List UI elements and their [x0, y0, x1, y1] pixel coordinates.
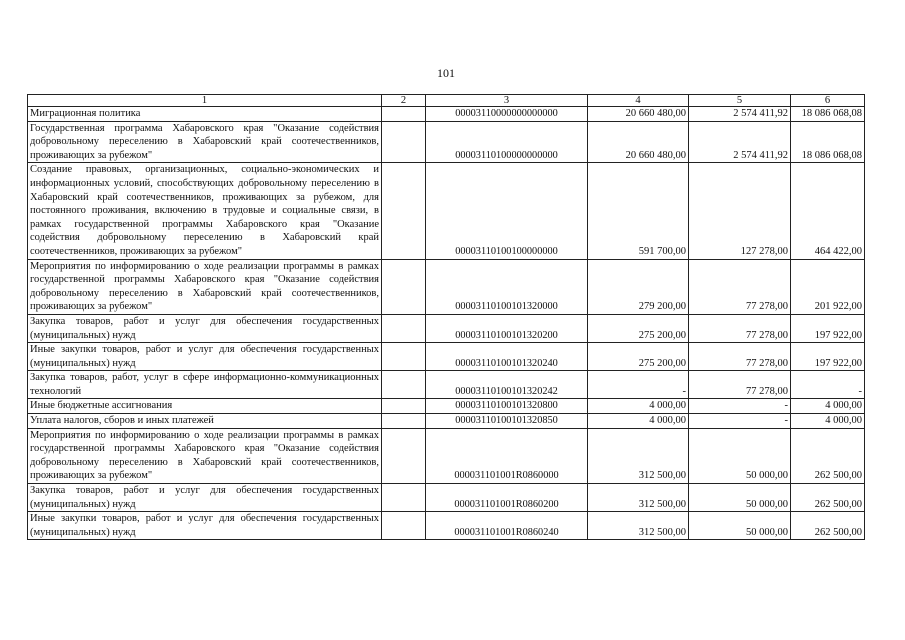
row-value-col6: 197 922,00: [791, 343, 865, 371]
row-value-col6: 197 922,00: [791, 314, 865, 342]
row-col2: [382, 371, 426, 399]
row-value-col4: 20 660 480,00: [588, 121, 689, 163]
table-row: [28, 371, 865, 399]
row-name: Миграционная политика: [28, 107, 382, 122]
row-value-col6: 464 422,00: [791, 163, 865, 259]
table-row: [28, 121, 865, 163]
row-value-col5: 77 278,00: [689, 343, 791, 371]
row-name: Уплата налогов, сборов и иных платежей: [28, 414, 382, 429]
table-row: [28, 414, 865, 429]
row-value-col4: 312 500,00: [588, 428, 689, 483]
row-value-col6: 262 500,00: [791, 484, 865, 512]
table-row: [28, 428, 865, 483]
row-value-col5: 2 574 411,92: [689, 107, 791, 122]
row-name: Создание правовых, организационных, социально-экономических и информационных условий, способствующих добровольному переселению в Хабаровский край соотечественников, проживающих за рубежом, для постоянного проживания, включению в трудовые и социальные связи, в рамках государственной программы Хабаровского края "Оказание содействия добровольному переселению в Хабаровский край соотечественников, проживающих за рубежом": [28, 163, 382, 259]
row-col2: [382, 259, 426, 314]
row-value-col6: 18 086 068,08: [791, 107, 865, 122]
page-number: 101: [437, 66, 455, 80]
row-name: Иные закупки товаров, работ и услуг для обеспечения государственных (муниципальных) нужд: [28, 343, 382, 371]
row-code: 00003110100101320200: [426, 314, 588, 342]
row-col2: [382, 314, 426, 342]
row-value-col4: 275 200,00: [588, 314, 689, 342]
row-name: Мероприятия по информированию о ходе реализации программы в рамках государственной программы Хабаровского края "Оказание содействия добровольному переселению в Хабаровский край соотечественников, проживающих за рубежом": [28, 259, 382, 314]
row-code: 00003110100101320850: [426, 414, 588, 429]
row-name: Мероприятия по информированию о ходе реализации программы в рамках государственной программы Хабаровского края "Оказание содействия добровольному переселению в Хабаровский край соотечественников, проживающих за рубежом": [28, 428, 382, 483]
table-row: [28, 107, 865, 122]
row-code: 00003110100101320242: [426, 371, 588, 399]
row-value-col6: 4 000,00: [791, 414, 865, 429]
row-value-col4: 312 500,00: [588, 512, 689, 540]
row-value-col5: 77 278,00: [689, 259, 791, 314]
header-col-4: 4: [588, 95, 689, 107]
row-code: 000031101001R0860240: [426, 512, 588, 540]
row-value-col5: 77 278,00: [689, 371, 791, 399]
row-value-col6: 262 500,00: [791, 428, 865, 483]
header-col-3: 3: [426, 95, 588, 107]
row-name: Закупка товаров, работ и услуг для обеспечения государственных (муниципальных) нужд: [28, 314, 382, 342]
row-col2: [382, 512, 426, 540]
row-col2: [382, 163, 426, 259]
table-row: [28, 399, 865, 414]
header-col-1: 1: [28, 95, 382, 107]
row-value-col4: 275 200,00: [588, 343, 689, 371]
table-row: [28, 259, 865, 314]
row-value-col5: 77 278,00: [689, 314, 791, 342]
row-col2: [382, 399, 426, 414]
row-code: 00003110000000000000: [426, 107, 588, 122]
row-value-col6: 262 500,00: [791, 512, 865, 540]
header-row: [28, 95, 865, 107]
table-row: [28, 314, 865, 342]
row-value-col4: -: [588, 371, 689, 399]
row-col2: [382, 121, 426, 163]
row-value-col5: 127 278,00: [689, 163, 791, 259]
row-value-col6: -: [791, 371, 865, 399]
row-value-col4: 20 660 480,00: [588, 107, 689, 122]
table-row: [28, 163, 865, 259]
row-col2: [382, 414, 426, 429]
row-name: Закупка товаров, работ и услуг для обеспечения государственных (муниципальных) нужд: [28, 484, 382, 512]
row-value-col5: -: [689, 414, 791, 429]
row-col2: [382, 107, 426, 122]
row-col2: [382, 428, 426, 483]
row-value-col5: 50 000,00: [689, 484, 791, 512]
row-value-col4: 4 000,00: [588, 414, 689, 429]
row-code: 00003110100101320240: [426, 343, 588, 371]
row-code: 00003110100100000000: [426, 163, 588, 259]
row-col2: [382, 343, 426, 371]
row-value-col5: 50 000,00: [689, 512, 791, 540]
row-name: Государственная программа Хабаровского края "Оказание содействия добровольному переселению в Хабаровский край соотечественников, проживающих за рубежом": [28, 121, 382, 163]
budget-table: [27, 94, 865, 540]
row-value-col4: 591 700,00: [588, 163, 689, 259]
row-value-col5: 50 000,00: [689, 428, 791, 483]
table-row: [28, 484, 865, 512]
row-value-col4: 279 200,00: [588, 259, 689, 314]
row-value-col6: 201 922,00: [791, 259, 865, 314]
row-code: 000031101001R0860200: [426, 484, 588, 512]
row-name: Закупка товаров, работ, услуг в сфере информационно-коммуникационных технологий: [28, 371, 382, 399]
row-value-col4: 312 500,00: [588, 484, 689, 512]
row-value-col6: 4 000,00: [791, 399, 865, 414]
row-code: 00003110100000000000: [426, 121, 588, 163]
row-name: Иные бюджетные ассигнования: [28, 399, 382, 414]
row-value-col4: 4 000,00: [588, 399, 689, 414]
row-value-col5: -: [689, 399, 791, 414]
table-row: [28, 512, 865, 540]
row-value-col6: 18 086 068,08: [791, 121, 865, 163]
row-code: 000031101001R0860000: [426, 428, 588, 483]
header-col-6: 6: [791, 95, 865, 107]
table-row: [28, 343, 865, 371]
header-col-2: 2: [382, 95, 426, 107]
row-code: 00003110100101320000: [426, 259, 588, 314]
row-col2: [382, 484, 426, 512]
header-col-5: 5: [689, 95, 791, 107]
row-name: Иные закупки товаров, работ и услуг для обеспечения государственных (муниципальных) нужд: [28, 512, 382, 540]
row-value-col5: 2 574 411,92: [689, 121, 791, 163]
row-code: 00003110100101320800: [426, 399, 588, 414]
